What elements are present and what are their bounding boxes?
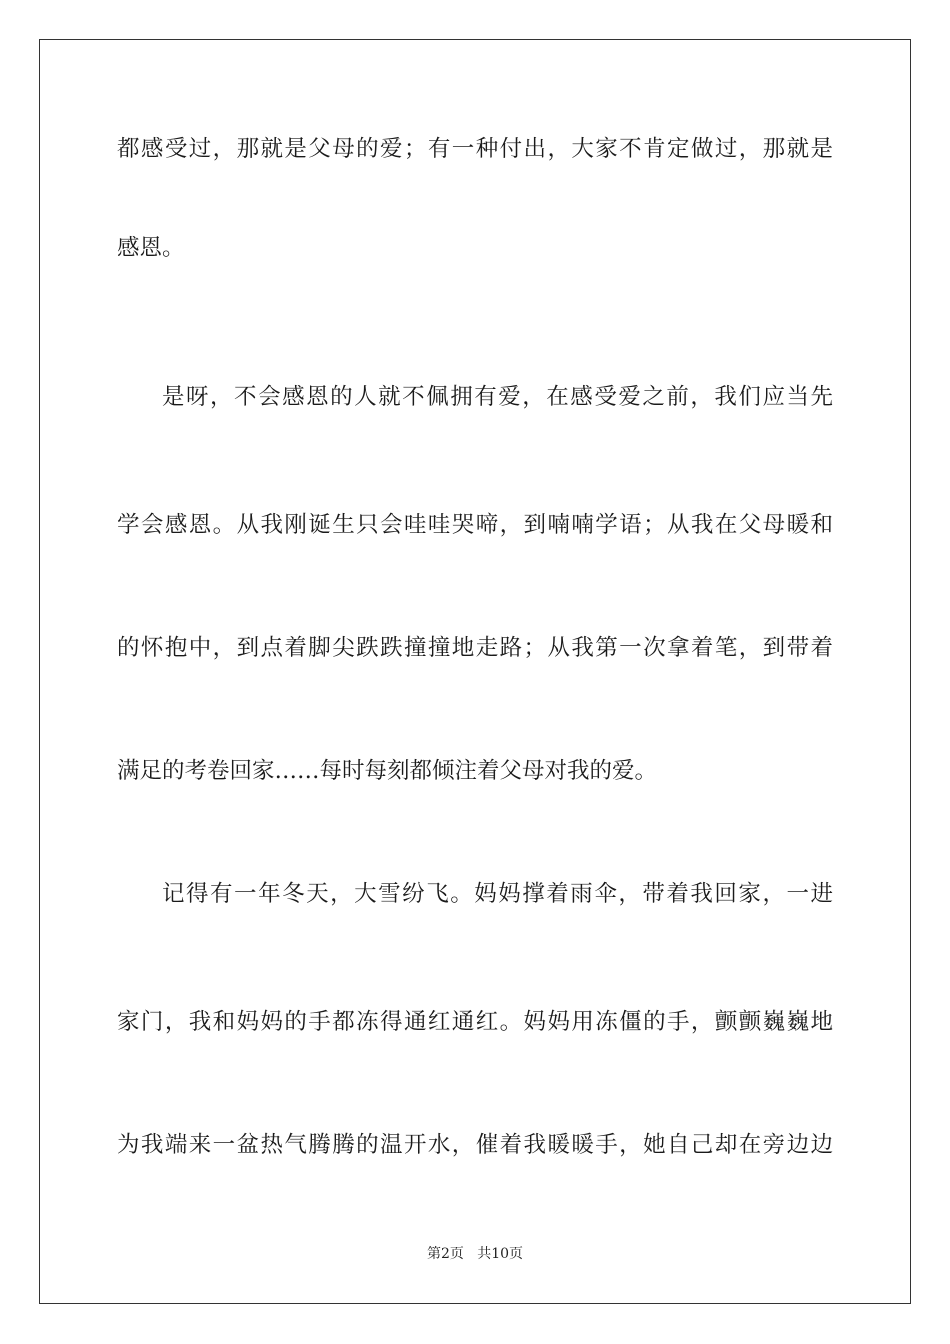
text-line: 都感受过，那就是父母的爱；有一种付出，大家不肯定做过，那就是 xyxy=(117,136,833,162)
text-line: 感恩。 xyxy=(117,235,185,261)
paragraph-first-line: 是呀，不会感恩的人就不佩拥有爱，在感受爱之前，我们应当先 xyxy=(162,384,833,410)
paragraph-first-line: 记得有一年冬天，大雪纷飞。妈妈撑着雨伞，带着我回家，一进 xyxy=(162,881,833,907)
page-border xyxy=(39,39,911,1304)
text-line: 学会感恩。从我刚诞生只会哇哇哭啼，到喃喃学语；从我在父母暖和 xyxy=(117,512,833,538)
text-line: 为我端来一盆热气腾腾的温开水，催着我暖暖手，她自己却在旁边边 xyxy=(117,1132,833,1158)
text-line: 家门，我和妈妈的手都冻得通红通红。妈妈用冻僵的手，颤颤巍巍地 xyxy=(117,1009,833,1035)
text-line: 满足的考卷回家……每时每刻都倾注着父母对我的爱。 xyxy=(117,758,658,784)
text-line: 的怀抱中，到点着脚尖跌跌撞撞地走路；从我第一次拿着笔，到带着 xyxy=(117,635,833,661)
page-number-footer: 第2页 共10页 xyxy=(426,1246,524,1262)
